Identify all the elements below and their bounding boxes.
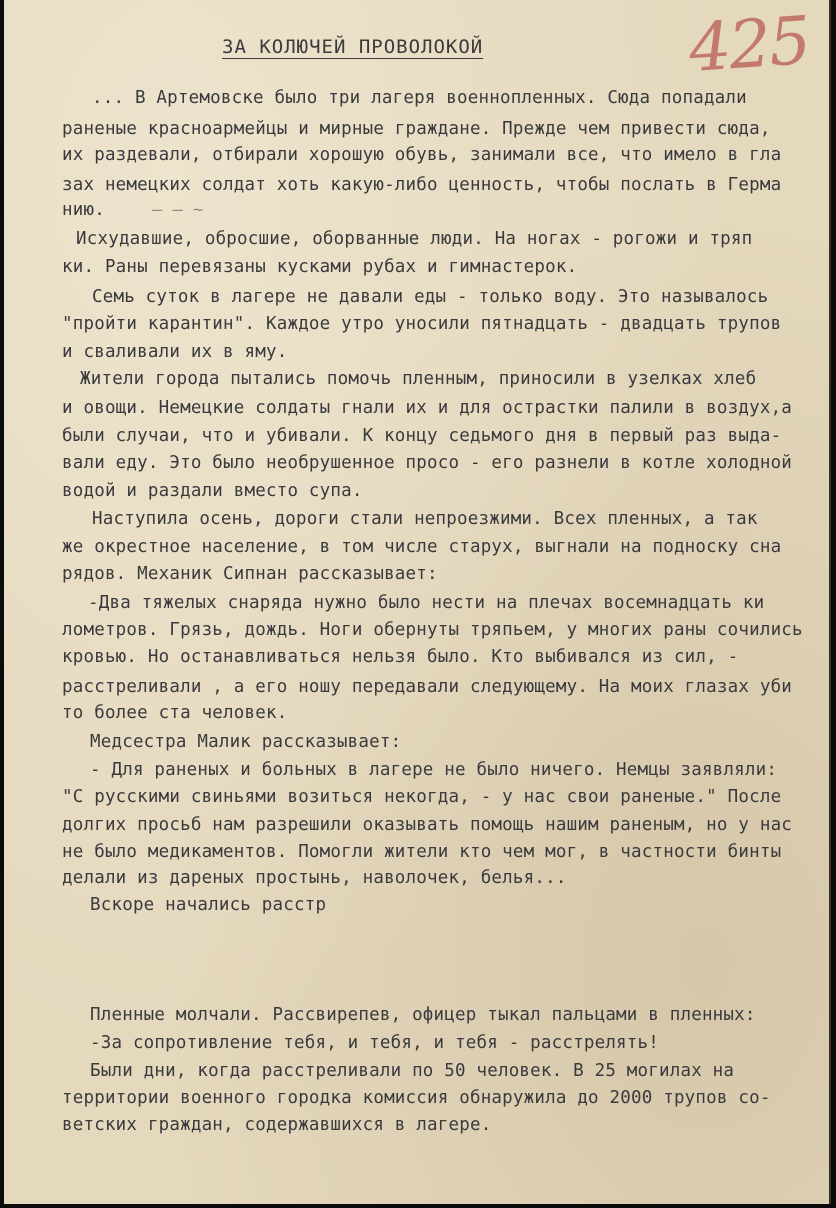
text-line: же окрестное население, в том числе старух, выгнали на подноску сна	[62, 537, 782, 557]
text-line: нию.	[62, 200, 105, 220]
text-line: Были дни, когда расстреливали по 50 человек. В 25 могилах на	[90, 1061, 735, 1081]
text-line: -За сопротивление тебя, и тебя, и тебя - расстрелять!	[90, 1033, 660, 1053]
text-line: ветских граждан, содержавшихся в лагере.	[62, 1115, 492, 1135]
text-line: и сваливали их в яму.	[62, 342, 288, 362]
text-line: территории военного городка комиссия обнаружила до 2000 трупов со-	[62, 1088, 771, 1108]
archive-page-number: 425	[686, 1, 812, 88]
text-line: рядов. Механик Сипнан рассказывает:	[62, 564, 438, 584]
text-line: были случаи, что и убивали. К концу седьмого дня в первый раз выда-	[62, 426, 782, 446]
text-line: Жители города пытались помочь пленным, приносили в узелках хлеб	[80, 369, 757, 389]
text-line: -Два тяжелых снаряда нужно было нести на плечах восемнадцать ки	[88, 593, 765, 613]
text-line: то более ста человек.	[62, 703, 288, 723]
text-line: и овощи. Немецкие солдаты гнали их и для острастки палили в воздух,а	[62, 398, 793, 418]
text-line: расстреливали , а его ношу передавали следующему. На моих глазах уби	[62, 677, 793, 697]
text-line: Семь суток в лагере не давали еды - только воду. Это называлось	[92, 287, 769, 307]
text-line: Наступила осень, дороги стали непроезжими. Всех пленных, а так	[92, 509, 758, 529]
text-line: "пройти карантин". Каждое утро уносили пятнадцать - двадцать трупов	[62, 314, 782, 334]
text-line: Медсестра Малик рассказывает:	[90, 732, 402, 752]
document-title: ЗА КОЛЮЧЕЙ ПРОВОЛОКОЙ	[222, 36, 484, 58]
text-line: делали из дареных простынь, наволочек, белья...	[62, 868, 567, 888]
text-line: - Для раненых и больных в лагере не было ничего. Немцы заявляли:	[90, 760, 778, 780]
text-line: Вскоре начались расстр	[90, 895, 327, 915]
ink-smudge: – – ~	[152, 200, 204, 220]
text-line: ки. Раны перевязаны кусками рубах и гимнастерок.	[62, 257, 578, 277]
text-line: вали еду. Это было необрушенное просо - его разнели в котле холодной	[62, 453, 793, 473]
text-line: раненые красноармейцы и мирные граждане. Прежде чем привести сюда,	[62, 119, 771, 139]
text-line: долгих просьб нам разрешили оказывать помощь нашим раненым, но у нас	[62, 815, 793, 835]
text-line: зах немецких солдат хоть какую-либо ценность, чтобы послать в Герма	[62, 175, 782, 195]
text-line: их раздевали, отбирали хорошую обувь, занимали все, что имело в гла	[62, 145, 782, 165]
text-line: "С русскими свиньями возиться некогда, - у нас свои раненые." После	[62, 787, 782, 807]
text-line: ... В Артемовске было три лагеря военнопленных. Сюда попадали	[92, 88, 747, 108]
text-line: Исхудавшие, обросшие, оборванные люди. На ногах - рогожи и тряп	[76, 229, 753, 249]
text-line: Пленные молчали. Рассвирепев, офицер тыкал пальцами в пленных:	[90, 1005, 756, 1025]
document-body	[4, 0, 831, 1204]
text-line: кровью. Но останавливаться нельзя было. Кто выбивался из сил, -	[62, 647, 739, 667]
text-line: лометров. Грязь, дождь. Ноги обернуты тряпьем, у многих раны сочились	[62, 620, 803, 640]
text-line: не было медикаментов. Помогли жители кто чем мог, в частности бинты	[62, 842, 782, 862]
text-line: водой и раздали вместо супа.	[62, 481, 363, 501]
document-page	[4, 0, 831, 1204]
